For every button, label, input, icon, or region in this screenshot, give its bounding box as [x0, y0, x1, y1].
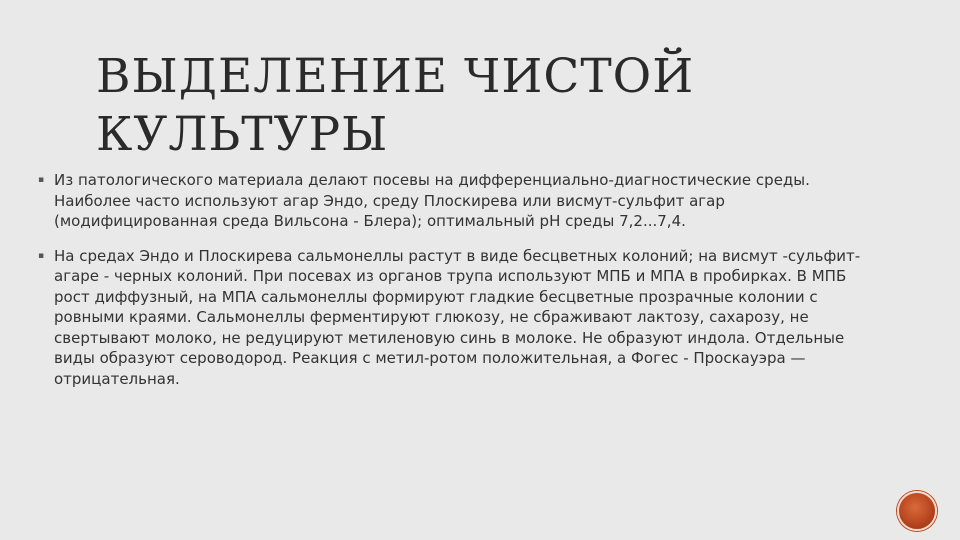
bullet-item	[38, 246, 868, 390]
bullet-text: На средах Эндо и Плоскирева сальмонеллы растут в виде бесцветных колоний; на висмут -сульфит-агаре - черных колоний. При посевах из органов трупа используют МПБ и МПА в пробирках. В МПБ рост диффузный, на МПА сальмонеллы формируют гладкие бесцветные прозрачные колонии с ровными краями. Сальмонеллы ферментируют глюкозу, не сбраживают лактозу, сахарозу, не свертывают молоко, не редуцируют метиленовую синь в молоке. Не образуют индола. Отдельные виды образуют сероводород. Реакция с метил-ротом положительная, а Фогес - Проскауэра — отрицательная.	[54, 246, 861, 388]
slide-number-badge-icon	[897, 491, 937, 531]
slide-title: ВЫДЕЛЕНИЕ ЧИСТОЙ КУЛЬТУРЫ	[96, 49, 695, 162]
bullet-item	[38, 170, 868, 232]
bullet-text: Из патологического материала делают посевы на дифференциально-диагностические среды. Наиболее часто используют агар Эндо, среду Плоскирева или висмут-сульфит агар (модифицированная среда Вильсона - Блера); оптимальный рН среды 7,2...7,4.	[54, 171, 810, 230]
slide-content	[38, 170, 868, 403]
bullet-marker-icon: ▪	[38, 175, 45, 185]
bullet-marker-icon: ▪	[38, 250, 45, 261]
